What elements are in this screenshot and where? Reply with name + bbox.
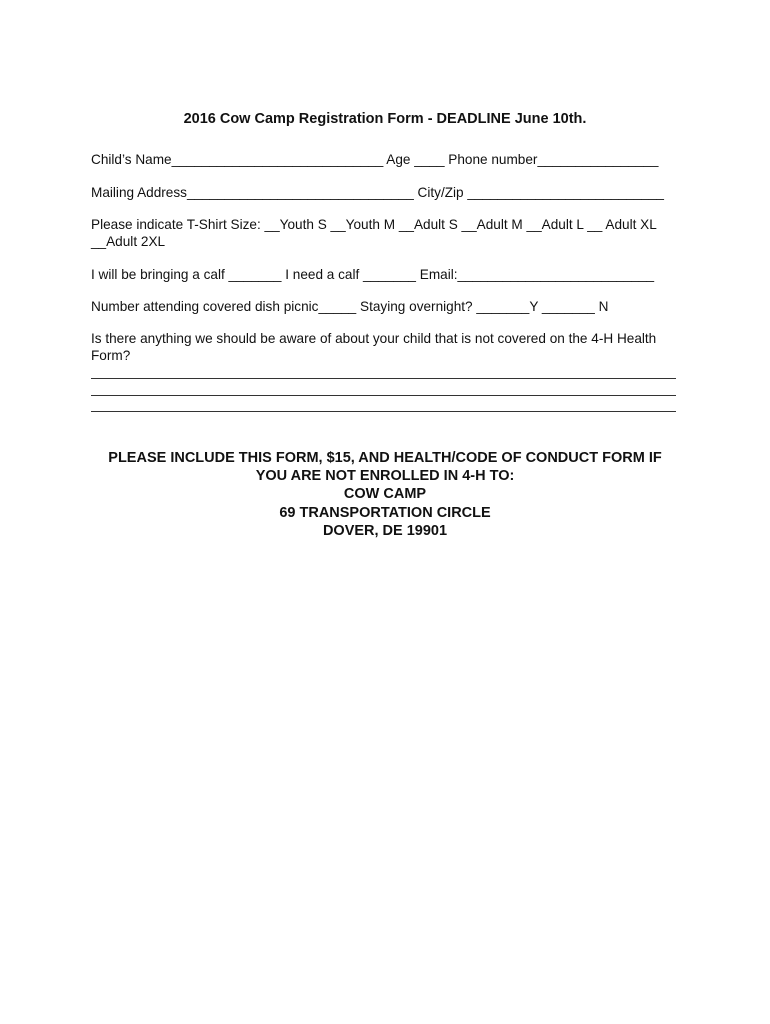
notice-line-5: DOVER, DE 19901 [322, 522, 448, 539]
notice-line-3: COW CAMP [343, 486, 427, 503]
mailing-address-city-zip-line: Mailing Address______________________________ City/Zip __________________________ [91, 185, 664, 200]
tshirt-size-line: Please indicate T-Shirt Size: __Youth S __Youth M __Adult S __Adult M __Adult L __ Adult XL __Adult 2XL [91, 217, 657, 249]
health-question: Is there anything we should be aware of about your child that is not covered on the 4-H Health Form? [91, 331, 657, 363]
child-name-age-phone-line: Child’s Name____________________________ Age ____ Phone number________________ [91, 152, 659, 167]
notice-line-2: YOU ARE NOT ENROLLED IN 4-H TO: [255, 468, 515, 485]
calf-email-line: I will be bringing a calf _______ I need a calf _______ Email:__________________________ [91, 267, 655, 282]
answer-blank-line-1 [91, 378, 676, 379]
form-title: 2016 Cow Camp Registration Form - DEADLINE June 10th. [183, 111, 587, 127]
notice-line-1: PLEASE INCLUDE THIS FORM, $15, AND HEALTH/CODE OF CONDUCT FORM IF [108, 450, 662, 466]
answer-blank-line-3 [91, 411, 676, 412]
answer-blank-line-2 [91, 395, 676, 396]
picnic-overnight-line: Number attending covered dish picnic_____ Staying overnight? _______Y _______ N [91, 299, 609, 314]
notice-line-4: 69 TRANSPORTATION CIRCLE [279, 504, 491, 521]
mailing-notice [0, 449, 770, 540]
